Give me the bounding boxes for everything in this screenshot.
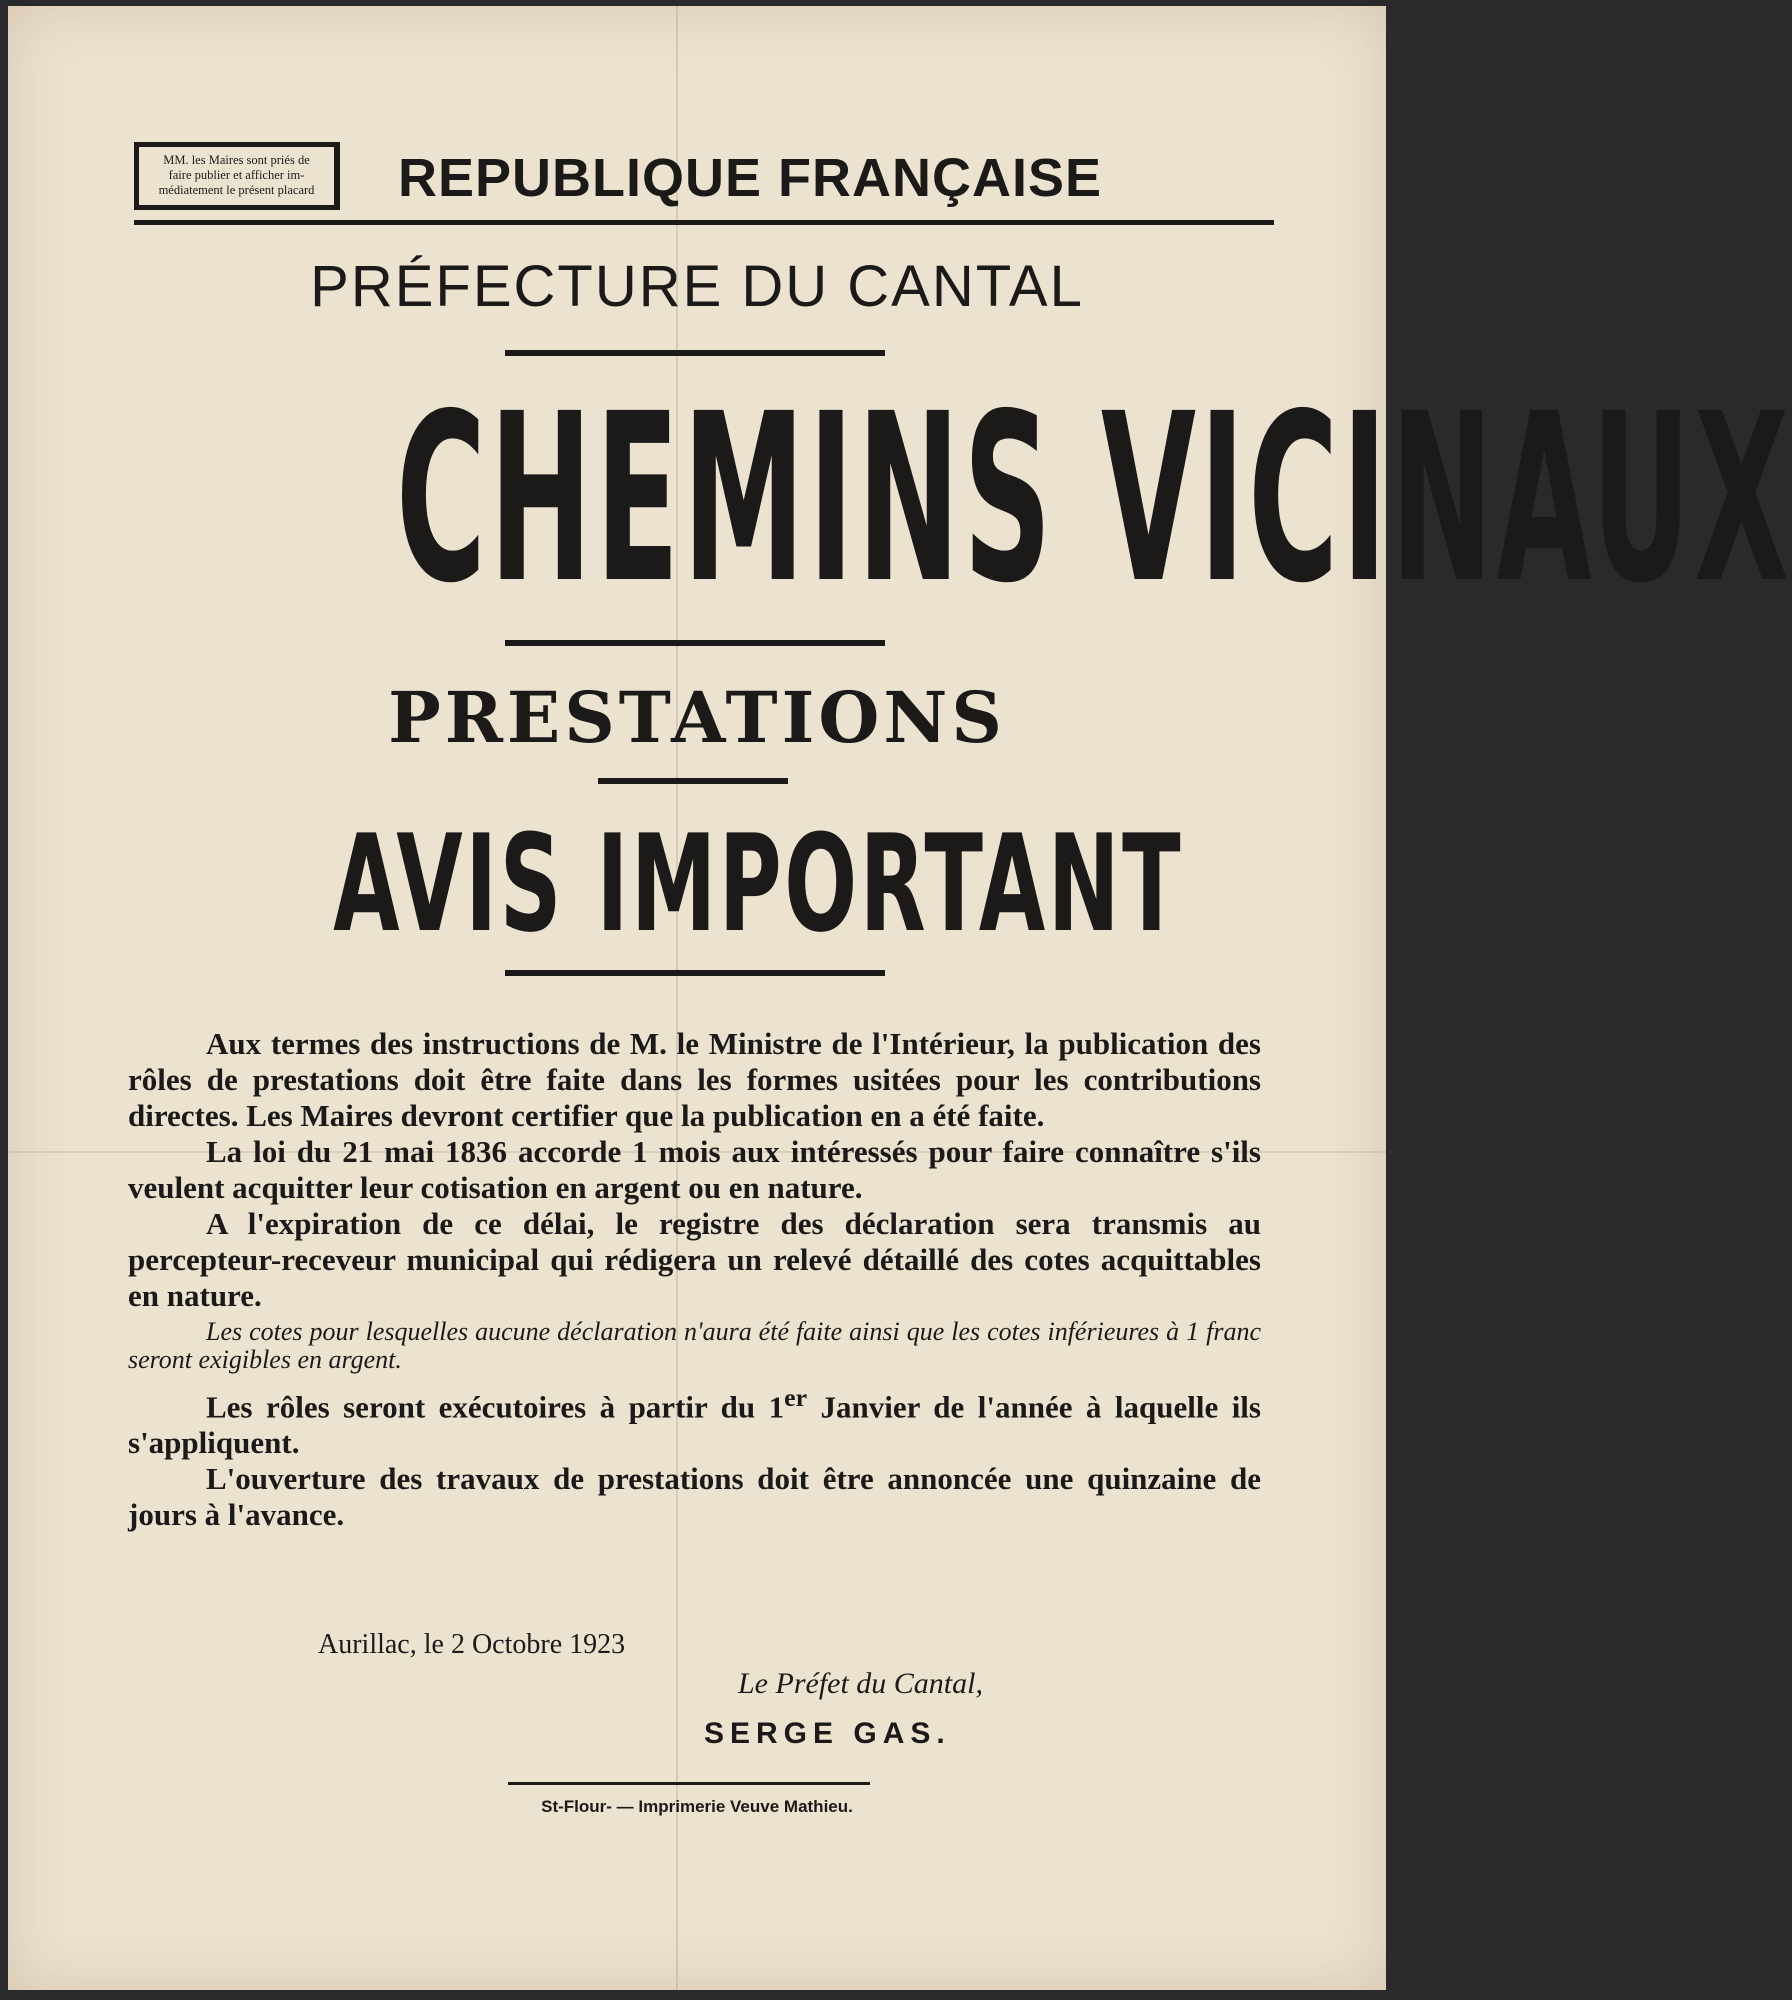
divider-rule — [505, 640, 885, 646]
subtitle: PRESTATIONS — [388, 676, 1006, 759]
prefet-signature-name: SERGE GAS. — [704, 1717, 951, 1750]
notice-line: faire publier et afficher im- — [168, 168, 305, 182]
footer-divider — [508, 1782, 870, 1785]
notice-title: AVIS IMPORTANT — [333, 806, 1184, 962]
body-paragraph: L'ouverture des travaux de prestations doit être annoncée une quinzaine de jours à l'avance. — [128, 1461, 1261, 1533]
prefet-title: Le Préfet du Cantal, — [738, 1667, 983, 1700]
notice-line: médiatement le présent placard — [158, 183, 315, 197]
superscript: er — [784, 1383, 808, 1412]
header-divider — [134, 220, 1274, 225]
divider-rule — [505, 350, 885, 356]
prefecture-heading: PRÉFECTURE DU CANTAL — [310, 254, 1084, 319]
body-text-run: Janvier de l'année à laquelle ils s'appliquent. — [128, 1389, 1261, 1461]
printer-credit: St-Flour- — Imprimerie Veuve Mathieu. — [541, 1797, 853, 1816]
body-text-run: Les rôles seront exécutoires à partir du 1 — [206, 1389, 785, 1425]
mayors-notice-box — [134, 142, 340, 210]
notice-line: MM. les Maires sont priés de — [163, 153, 310, 167]
republique-heading: REPUBLIQUE FRANÇAISE — [398, 148, 1103, 208]
body-paragraph — [128, 1380, 1261, 1461]
body-paragraph: Aux termes des instructions de M. le Ministre de l'Intérieur, la publication des rôles de prestations doit être faite dans les formes usitées pour les contributions directes. Les Maires devront certifier que la publication en a été faite. — [128, 1026, 1261, 1133]
divider-rule — [598, 778, 788, 784]
body-text — [128, 1026, 1261, 1533]
date-line: Aurillac, le 2 Octobre 1923 — [318, 1629, 626, 1660]
poster — [8, 6, 1792, 1990]
divider-rule — [505, 970, 885, 976]
body-paragraph: La loi du 21 mai 1836 accorde 1 mois aux intéressés pour faire connaître s'ils veulent acquitter leur cotisation en argent ou en nature. — [128, 1134, 1261, 1205]
body-paragraph: A l'expiration de ce délai, le registre des déclaration sera transmis au percepteur-receveur municipal qui rédigera un relevé détaillé des cotes acquittables en nature. — [128, 1206, 1261, 1313]
body-paragraph-italic: Les cotes pour lesquelles aucune déclaration n'aura été faite ainsi que les cotes inférieures à 1 franc seront exigibles en argent. — [128, 1317, 1261, 1374]
main-title: CHEMINS VICINAUX — [395, 364, 1792, 634]
